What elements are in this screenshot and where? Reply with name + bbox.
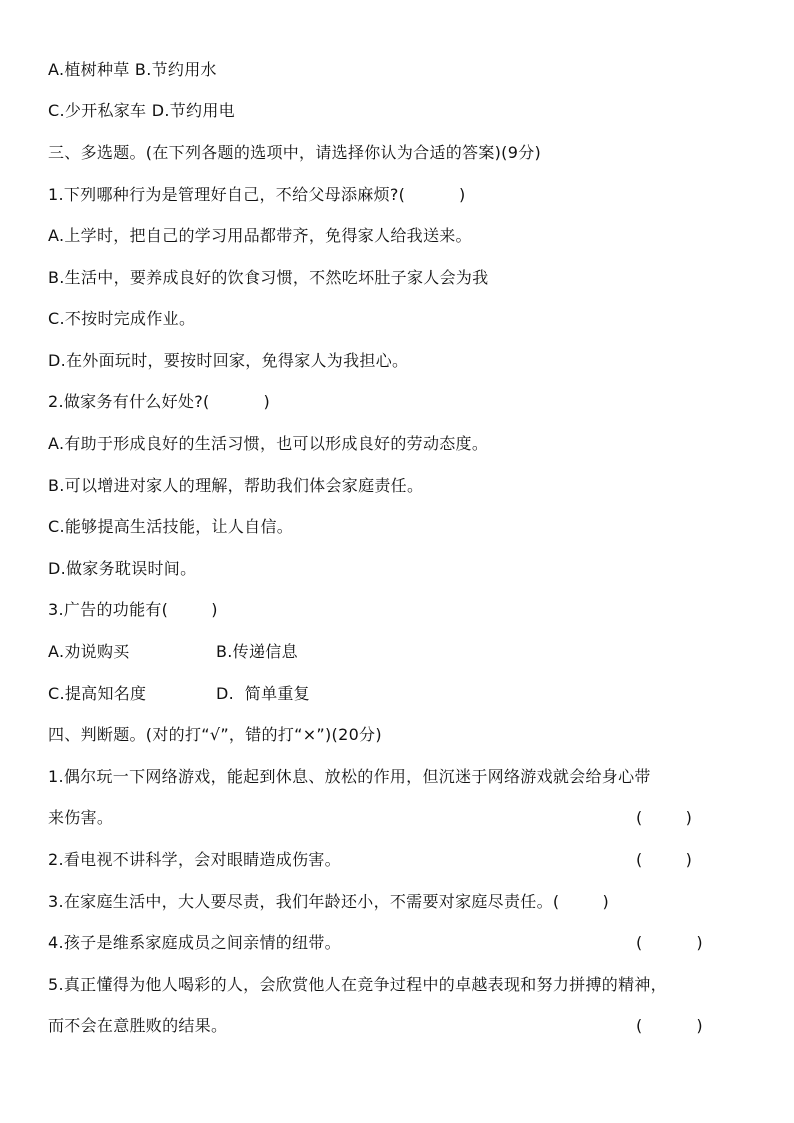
q1-option-a: A.上学时，把自己的学习用品都带齐，免得家人给我送来。 xyxy=(48,226,472,245)
q1-option-b: B.生活中，要养成良好的饮食习惯，不然吃坏肚子家人会为我 xyxy=(48,268,489,287)
tf-question-1-answer-blank: ( ) xyxy=(636,808,693,827)
question-1: 1.下列哪种行为是管理好自己，不给父母添麻烦?( ) xyxy=(48,185,466,204)
section-heading-true-false: 四、判断题。(对的打“√”，错的打“×”)(20分) xyxy=(48,725,382,744)
tf-question-2: 2.看电视不讲科学，会对眼睛造成伤害。 xyxy=(48,850,341,869)
tf-question-1-line-1: 1.偶尔玩一下网络游戏，能起到休息、放松的作用，但沉迷于网络游戏就会给身心带 xyxy=(48,767,651,786)
tf-question-4: 4.孩子是维系家庭成员之间亲情的纽带。 xyxy=(48,933,341,952)
option-line-c-d: C.少开私家车 D.节约用电 xyxy=(48,101,235,120)
tf-question-2-answer-blank: ( ) xyxy=(636,850,693,869)
tf-question-4-answer-blank: ( ) xyxy=(636,933,703,952)
section-heading-multiple-choice: 三、多选题。(在下列各题的选项中，请选择你认为合适的答案)(9分) xyxy=(48,143,542,162)
option-line-a-b: A.植树种草 B.节约用水 xyxy=(48,60,217,79)
q3-option-b: B.传递信息 xyxy=(216,642,298,661)
tf-question-1-line-2: 来伤害。 xyxy=(48,808,114,827)
tf-question-5-line-2: 而不会在意胜败的结果。 xyxy=(48,1016,228,1035)
q2-option-c: C.能够提高生活技能，让人自信。 xyxy=(48,517,294,536)
tf-question-3: 3.在家庭生活中，大人要尽责，我们年龄还小，不需要对家庭尽责任。( ) xyxy=(48,892,610,911)
q1-option-d: D.在外面玩时，要按时回家，免得家人为我担心。 xyxy=(48,351,409,370)
question-3: 3.广告的功能有( ) xyxy=(48,600,218,619)
q3-option-c: C.提高知名度 xyxy=(48,684,147,703)
q3-option-a: A.劝说购买 xyxy=(48,642,130,661)
q2-option-b: B.可以增进对家人的理解，帮助我们体会家庭责任。 xyxy=(48,476,424,495)
tf-question-5-answer-blank: ( ) xyxy=(636,1016,703,1035)
tf-question-5-line-1: 5.真正懂得为他人喝彩的人，会欣赏他人在竞争过程中的卓越表现和努力拼搏的精神， xyxy=(48,975,667,994)
q2-option-d: D.做家务耽误时间。 xyxy=(48,559,197,578)
q1-option-c: C.不按时完成作业。 xyxy=(48,309,196,328)
question-2: 2.做家务有什么好处?( ) xyxy=(48,392,271,411)
q2-option-a: A.有助于形成良好的生活习惯，也可以形成良好的劳动态度。 xyxy=(48,434,489,453)
q3-option-d: D. 简单重复 xyxy=(216,684,310,703)
